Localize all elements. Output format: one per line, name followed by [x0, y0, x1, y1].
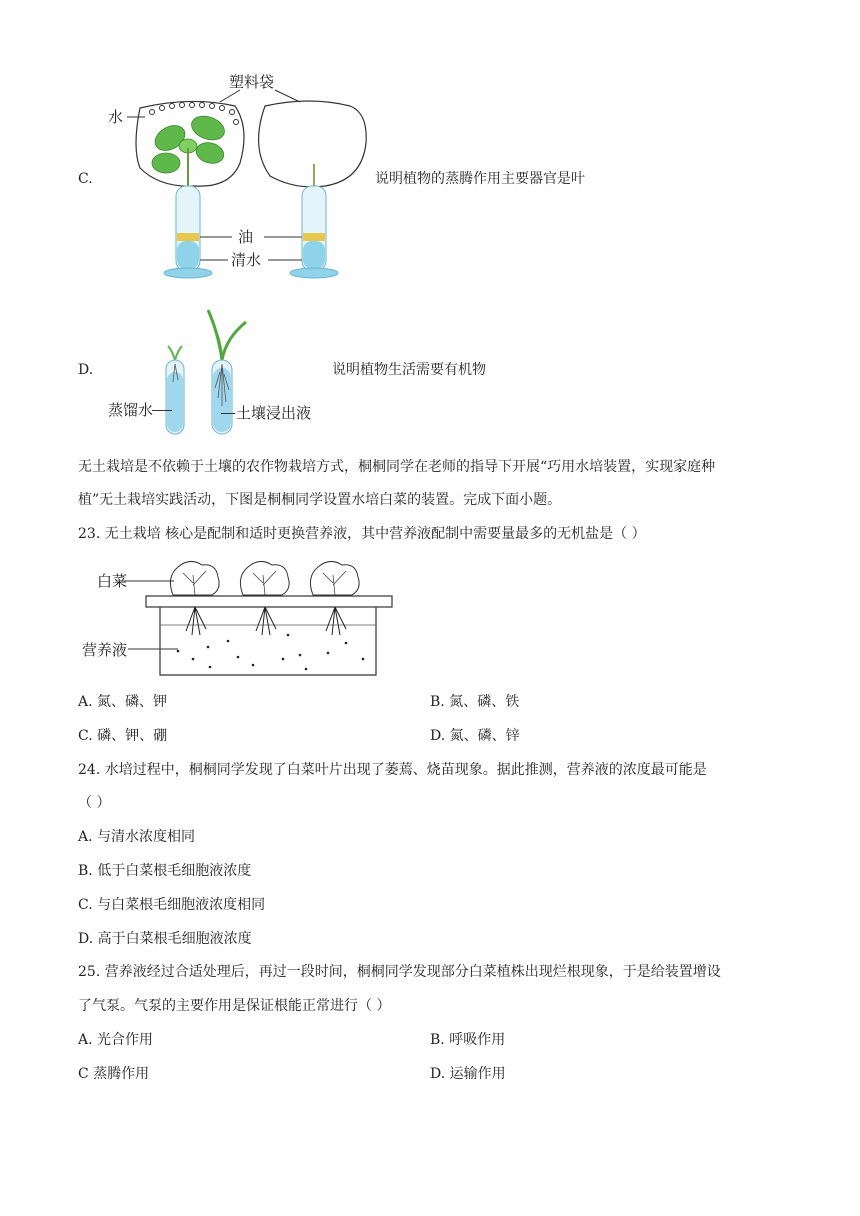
q24-option-d[interactable]: D. 高于白菜根毛细胞液浓度	[78, 931, 252, 947]
q25-option-b[interactable]: B. 呼吸作用	[430, 1032, 506, 1048]
label-clear-water: 清水	[231, 251, 262, 269]
leader-soil	[221, 413, 235, 414]
q24-option-b[interactable]: B. 低于白菜根毛细胞液浓度	[78, 863, 252, 879]
label-cabbage: 白菜	[97, 572, 128, 590]
q24-stem-2: （ ）	[78, 795, 111, 811]
q23-option-c[interactable]: C. 磷、钾、硼	[78, 728, 168, 744]
label-water: 水	[108, 108, 124, 126]
q24-option-a[interactable]: A. 与清水浓度相同	[78, 829, 196, 845]
intro-line-1: 无土栽培是不依赖于土壤的农作物栽培方式，桐桐同学在老师的指导下开展“巧用水培装置，实现家庭种	[78, 459, 716, 475]
option-d-caption: 说明植物生活需要有机物	[332, 362, 486, 378]
q24-option-c[interactable]: C. 与白菜根毛细胞液浓度相同	[78, 897, 266, 913]
option-c-caption: 说明植物的蒸腾作用主要器官是叶	[375, 171, 585, 187]
q25-option-a[interactable]: A. 光合作用	[78, 1032, 154, 1048]
q23-option-b[interactable]: B. 氮、磷、铁	[430, 694, 520, 710]
label-oil: 油	[238, 228, 254, 246]
label-soil-extract: 土壤浸出液	[236, 404, 312, 422]
q23-option-a[interactable]: A. 氮、磷、钾	[78, 694, 168, 710]
q23-stem: 23. 无土栽培 核心是配制和适时更换营养液，其中营养液配制中需要量最多的无机盐是（ ）	[78, 526, 646, 542]
q24-stem-1: 24. 水培过程中，桐桐同学发现了白菜叶片出现了萎蔫、烧苗现象。据此推测，营养液的浓度最可能是	[78, 762, 707, 778]
leader-distilled	[152, 410, 172, 411]
label-distilled: 蒸馏水	[108, 401, 154, 419]
label-bag: 塑料袋	[229, 73, 275, 91]
q25-option-d[interactable]: D. 运输作用	[430, 1066, 506, 1082]
q25-stem-1: 25. 营养液经过合适处理后，再过一段时间，桐桐同学发现部分白菜植株出现烂根现象，于是给装置增设	[78, 964, 721, 980]
option-c-letter: C.	[78, 171, 93, 187]
option-d-letter: D.	[78, 362, 94, 378]
label-solution: 营养液	[82, 641, 128, 659]
q23-option-d[interactable]: D. 氮、磷、锌	[430, 728, 520, 744]
q25-stem-2: 了气泵。气泵的主要作用是保证根能正常进行（ ）	[78, 998, 391, 1014]
q25-option-c[interactable]: C 蒸腾作用	[78, 1066, 150, 1082]
intro-line-2: 植”无土栽培实践活动，下图是桐桐同学设置水培白菜的装置。完成下面小题。	[78, 492, 562, 508]
